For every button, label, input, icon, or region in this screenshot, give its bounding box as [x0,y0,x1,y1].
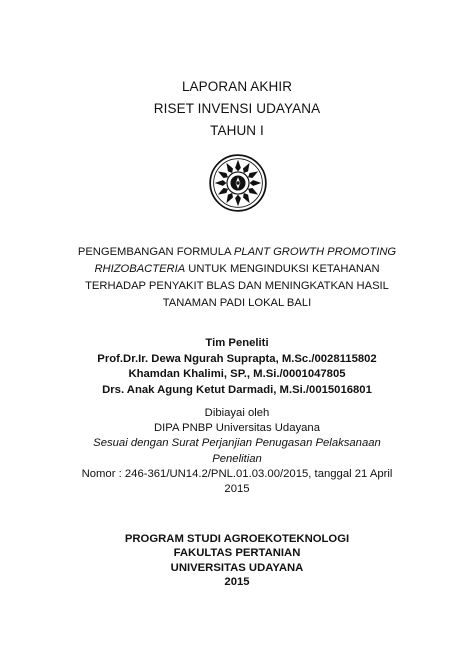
title-line-4: TANAMAN PADI LOKAL BALI [162,297,312,309]
university: UNIVERSITAS UDAYANA [170,561,304,574]
report-year: TAHUN I [210,123,264,138]
team-heading: Tim Peneliti [205,337,269,349]
study-program: PROGRAM STUDI AGROEKOTEKNOLOGI [124,533,350,545]
research-title [0,244,474,312]
funding-line: Dibiayai oleh [204,407,270,419]
program-name: RISET INVENSI UDAYANA [153,101,321,116]
faculty: FAKULTAS PERTANIAN [173,547,301,560]
title-line-1: PENGEMBANGAN FORMULA PLANT GROWTH PROMOTING [77,246,397,258]
report-header [0,76,474,142]
team-member: Prof.Dr.Ir. Dewa Ngurah Suprapta, M.Sc./0028115802 [97,352,377,365]
funding-info [0,406,474,497]
title-line-2: RHIZOBACTERIA UNTUK MENGINDUKSI KETAHANAN [94,263,380,275]
report-type: LAPORAN AKHIR [181,79,293,94]
team-member: Khamdan Khalimi, SP., M.Si./0001047805 [128,368,346,380]
team-member: Drs. Anak Agung Ketut Darmadi, M.Si./0015016801 [102,383,372,396]
research-team [0,336,474,398]
contract-year: 2015 [224,483,250,496]
contract-number: Nomor : 246-361/UN14.2/PNL.01.03.00/2015, tanggal 21 April [81,467,393,480]
footer-year: 2015 [224,575,250,588]
institution-footer [0,532,474,589]
title-line-3: TERHADAP PENYAKIT BLAS DAN MENINGKATKAN HASIL [85,280,389,292]
funding-line: Penelitian [212,452,262,465]
funding-line: DIPA PNBP Universitas Udayana [154,422,320,435]
funding-line: Sesuai dengan Surat Perjanjian Penugasan Pelaksanaan [93,437,381,450]
university-seal-icon [209,154,267,212]
